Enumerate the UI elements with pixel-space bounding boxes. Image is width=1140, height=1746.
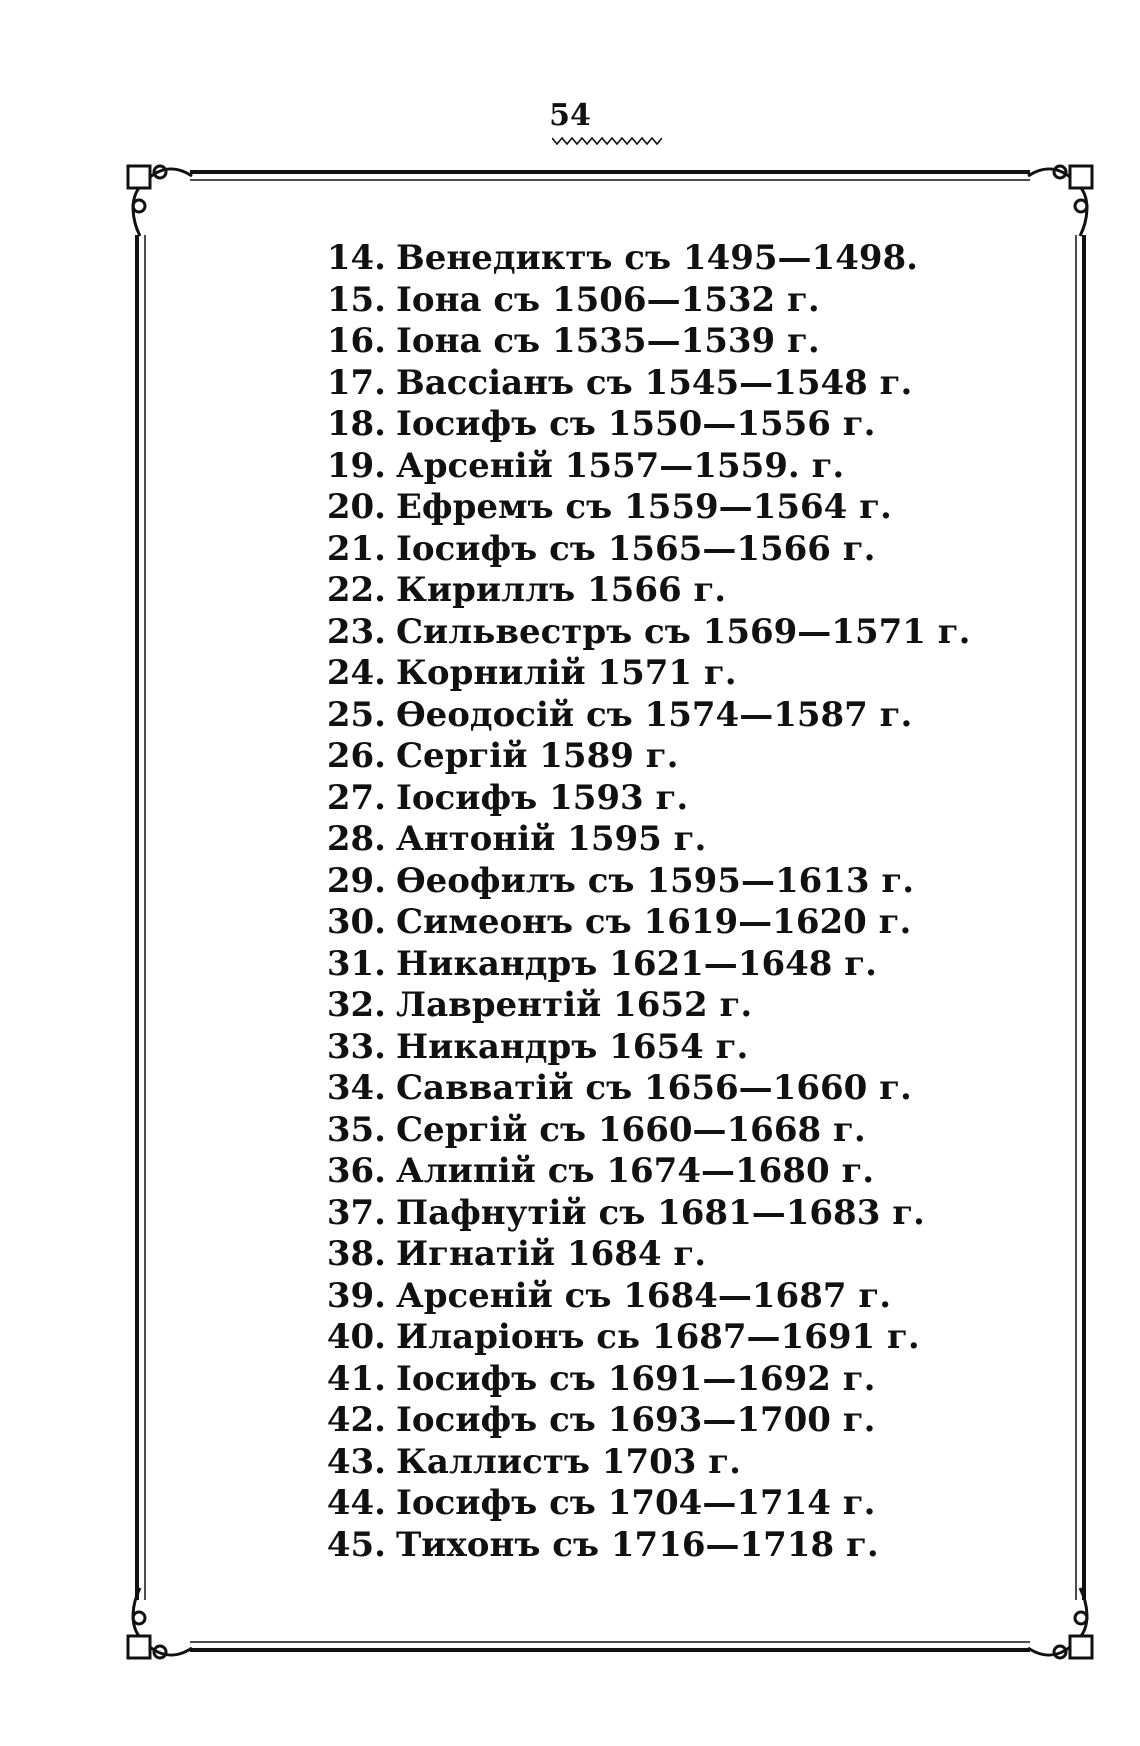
entry-text: Вассіанъ съ 1545—1548 г. xyxy=(396,362,913,403)
entry-number: 18. xyxy=(326,404,386,444)
list-item xyxy=(318,1483,970,1525)
list-item xyxy=(318,1027,970,1069)
entry-text: Іосифъ съ 1693—1700 г. xyxy=(396,1400,876,1440)
entry-text: Пафнутій съ 1681—1683 г. xyxy=(396,1192,925,1233)
bishops-list xyxy=(318,238,970,1566)
entry-text: Іосифъ съ 1550—1556 г. xyxy=(396,404,876,444)
entry-text: Никандръ 1621—1648 г. xyxy=(396,943,877,984)
entry-text: Ѳеодосій съ 1574—1587 г. xyxy=(396,694,913,735)
entry-number: 42. xyxy=(326,1400,386,1440)
list-item xyxy=(318,487,970,529)
entry-number: 41. xyxy=(326,1358,386,1399)
entry-number: 23. xyxy=(326,611,386,652)
list-item xyxy=(318,653,970,695)
list-item xyxy=(318,736,970,778)
entry-text: Лаврентій 1652 г. xyxy=(396,985,753,1025)
entry-number: 36. xyxy=(326,1151,386,1191)
list-item xyxy=(318,1068,970,1110)
entry-number: 38. xyxy=(326,1234,386,1274)
list-item xyxy=(318,1151,970,1193)
entry-number: 33. xyxy=(326,1026,386,1067)
list-item xyxy=(318,404,970,446)
entry-text: Симеонъ съ 1619—1620 г. xyxy=(396,902,912,942)
entry-number: 22. xyxy=(326,570,386,610)
list-item xyxy=(318,1234,970,1276)
entry-number: 19. xyxy=(326,445,386,486)
entry-text: Антоній 1595 г. xyxy=(396,819,707,859)
entry-text: Арсеній 1557—1559. г. xyxy=(396,445,845,486)
entry-text: Іосифъ 1593 г. xyxy=(396,777,689,818)
entry-text: Венедиктъ съ 1495—1498. xyxy=(396,238,919,278)
corner-ornament-top-right xyxy=(1028,166,1092,236)
entry-number: 34. xyxy=(326,1068,386,1108)
list-item xyxy=(318,1276,970,1318)
entry-number: 14. xyxy=(326,238,386,278)
list-item xyxy=(318,280,970,322)
entry-number: 30. xyxy=(326,902,386,942)
list-item xyxy=(318,778,970,820)
list-item xyxy=(318,1193,970,1235)
entry-number: 32. xyxy=(326,985,386,1025)
list-item xyxy=(318,902,970,944)
entry-number: 40. xyxy=(326,1317,386,1357)
entry-number: 17. xyxy=(326,362,386,403)
entry-number: 43. xyxy=(326,1441,386,1482)
entry-number: 27. xyxy=(326,777,386,818)
entry-text: Алипій съ 1674—1680 г. xyxy=(396,1151,875,1191)
entry-text: Іосифъ съ 1704—1714 г. xyxy=(396,1483,876,1523)
list-item xyxy=(318,819,970,861)
list-item xyxy=(318,861,970,903)
entry-number: 44. xyxy=(326,1483,386,1523)
list-item xyxy=(318,695,970,737)
entry-number: 24. xyxy=(326,653,386,693)
list-item xyxy=(318,321,970,363)
entry-number: 39. xyxy=(326,1275,386,1316)
entry-text: Ѳеофилъ съ 1595—1613 г. xyxy=(396,860,915,901)
entry-text: Корнилій 1571 г. xyxy=(396,653,737,693)
list-item xyxy=(318,363,970,405)
entry-number: 35. xyxy=(326,1109,386,1150)
list-item xyxy=(318,446,970,488)
entry-text: Игнатій 1684 г. xyxy=(396,1234,707,1274)
entry-text: Ефремъ съ 1559—1564 г. xyxy=(396,487,892,527)
entry-text: Иларіонъ сь 1687—1691 г. xyxy=(396,1317,920,1357)
list-item xyxy=(318,238,970,280)
list-item xyxy=(318,529,970,571)
list-item xyxy=(318,944,970,986)
entry-text: Кириллъ 1566 г. xyxy=(396,570,727,610)
entry-text: Сергій съ 1660—1668 г. xyxy=(396,1109,866,1150)
entry-number: 21. xyxy=(326,528,386,569)
page-number: 54 xyxy=(549,98,591,133)
entry-text: Арсеній съ 1684—1687 г. xyxy=(396,1275,892,1316)
entry-number: 26. xyxy=(326,736,386,776)
entry-number: 16. xyxy=(326,321,386,361)
entry-text: Іона съ 1535—1539 г. xyxy=(396,321,820,361)
list-item xyxy=(318,1442,970,1484)
entry-text: Тихонъ съ 1716—1718 г. xyxy=(396,1524,879,1565)
list-item xyxy=(318,1400,970,1442)
list-item xyxy=(318,570,970,612)
page-number-flourish xyxy=(552,134,662,146)
entry-text: Сергій 1589 г. xyxy=(396,736,679,776)
entry-number: 29. xyxy=(326,860,386,901)
entry-number: 25. xyxy=(326,694,386,735)
entry-text: Сильвестръ съ 1569—1571 г. xyxy=(396,611,971,652)
entry-number: 45. xyxy=(326,1524,386,1565)
list-item xyxy=(318,1359,970,1401)
entry-text: Іосифъ съ 1691—1692 г. xyxy=(396,1358,876,1399)
entry-text: Никандръ 1654 г. xyxy=(396,1026,749,1067)
entry-text: Іосифъ съ 1565—1566 г. xyxy=(396,528,876,569)
entry-text: Савватій съ 1656—1660 г. xyxy=(396,1068,912,1108)
entry-number: 31. xyxy=(326,943,386,984)
entry-number: 28. xyxy=(326,819,386,859)
entry-text: Каллистъ 1703 г. xyxy=(396,1441,741,1482)
list-item xyxy=(318,1525,970,1567)
list-item xyxy=(318,1317,970,1359)
entry-text: Іона съ 1506—1532 г. xyxy=(396,279,820,320)
corner-ornament-top-left xyxy=(128,166,192,236)
entry-number: 37. xyxy=(326,1192,386,1233)
list-item xyxy=(318,1110,970,1152)
list-item xyxy=(318,612,970,654)
corner-ornament-bottom-left xyxy=(128,1588,192,1658)
entry-number: 20. xyxy=(326,487,386,527)
entry-number: 15. xyxy=(326,279,386,320)
corner-ornament-bottom-right xyxy=(1028,1588,1092,1658)
list-item xyxy=(318,985,970,1027)
